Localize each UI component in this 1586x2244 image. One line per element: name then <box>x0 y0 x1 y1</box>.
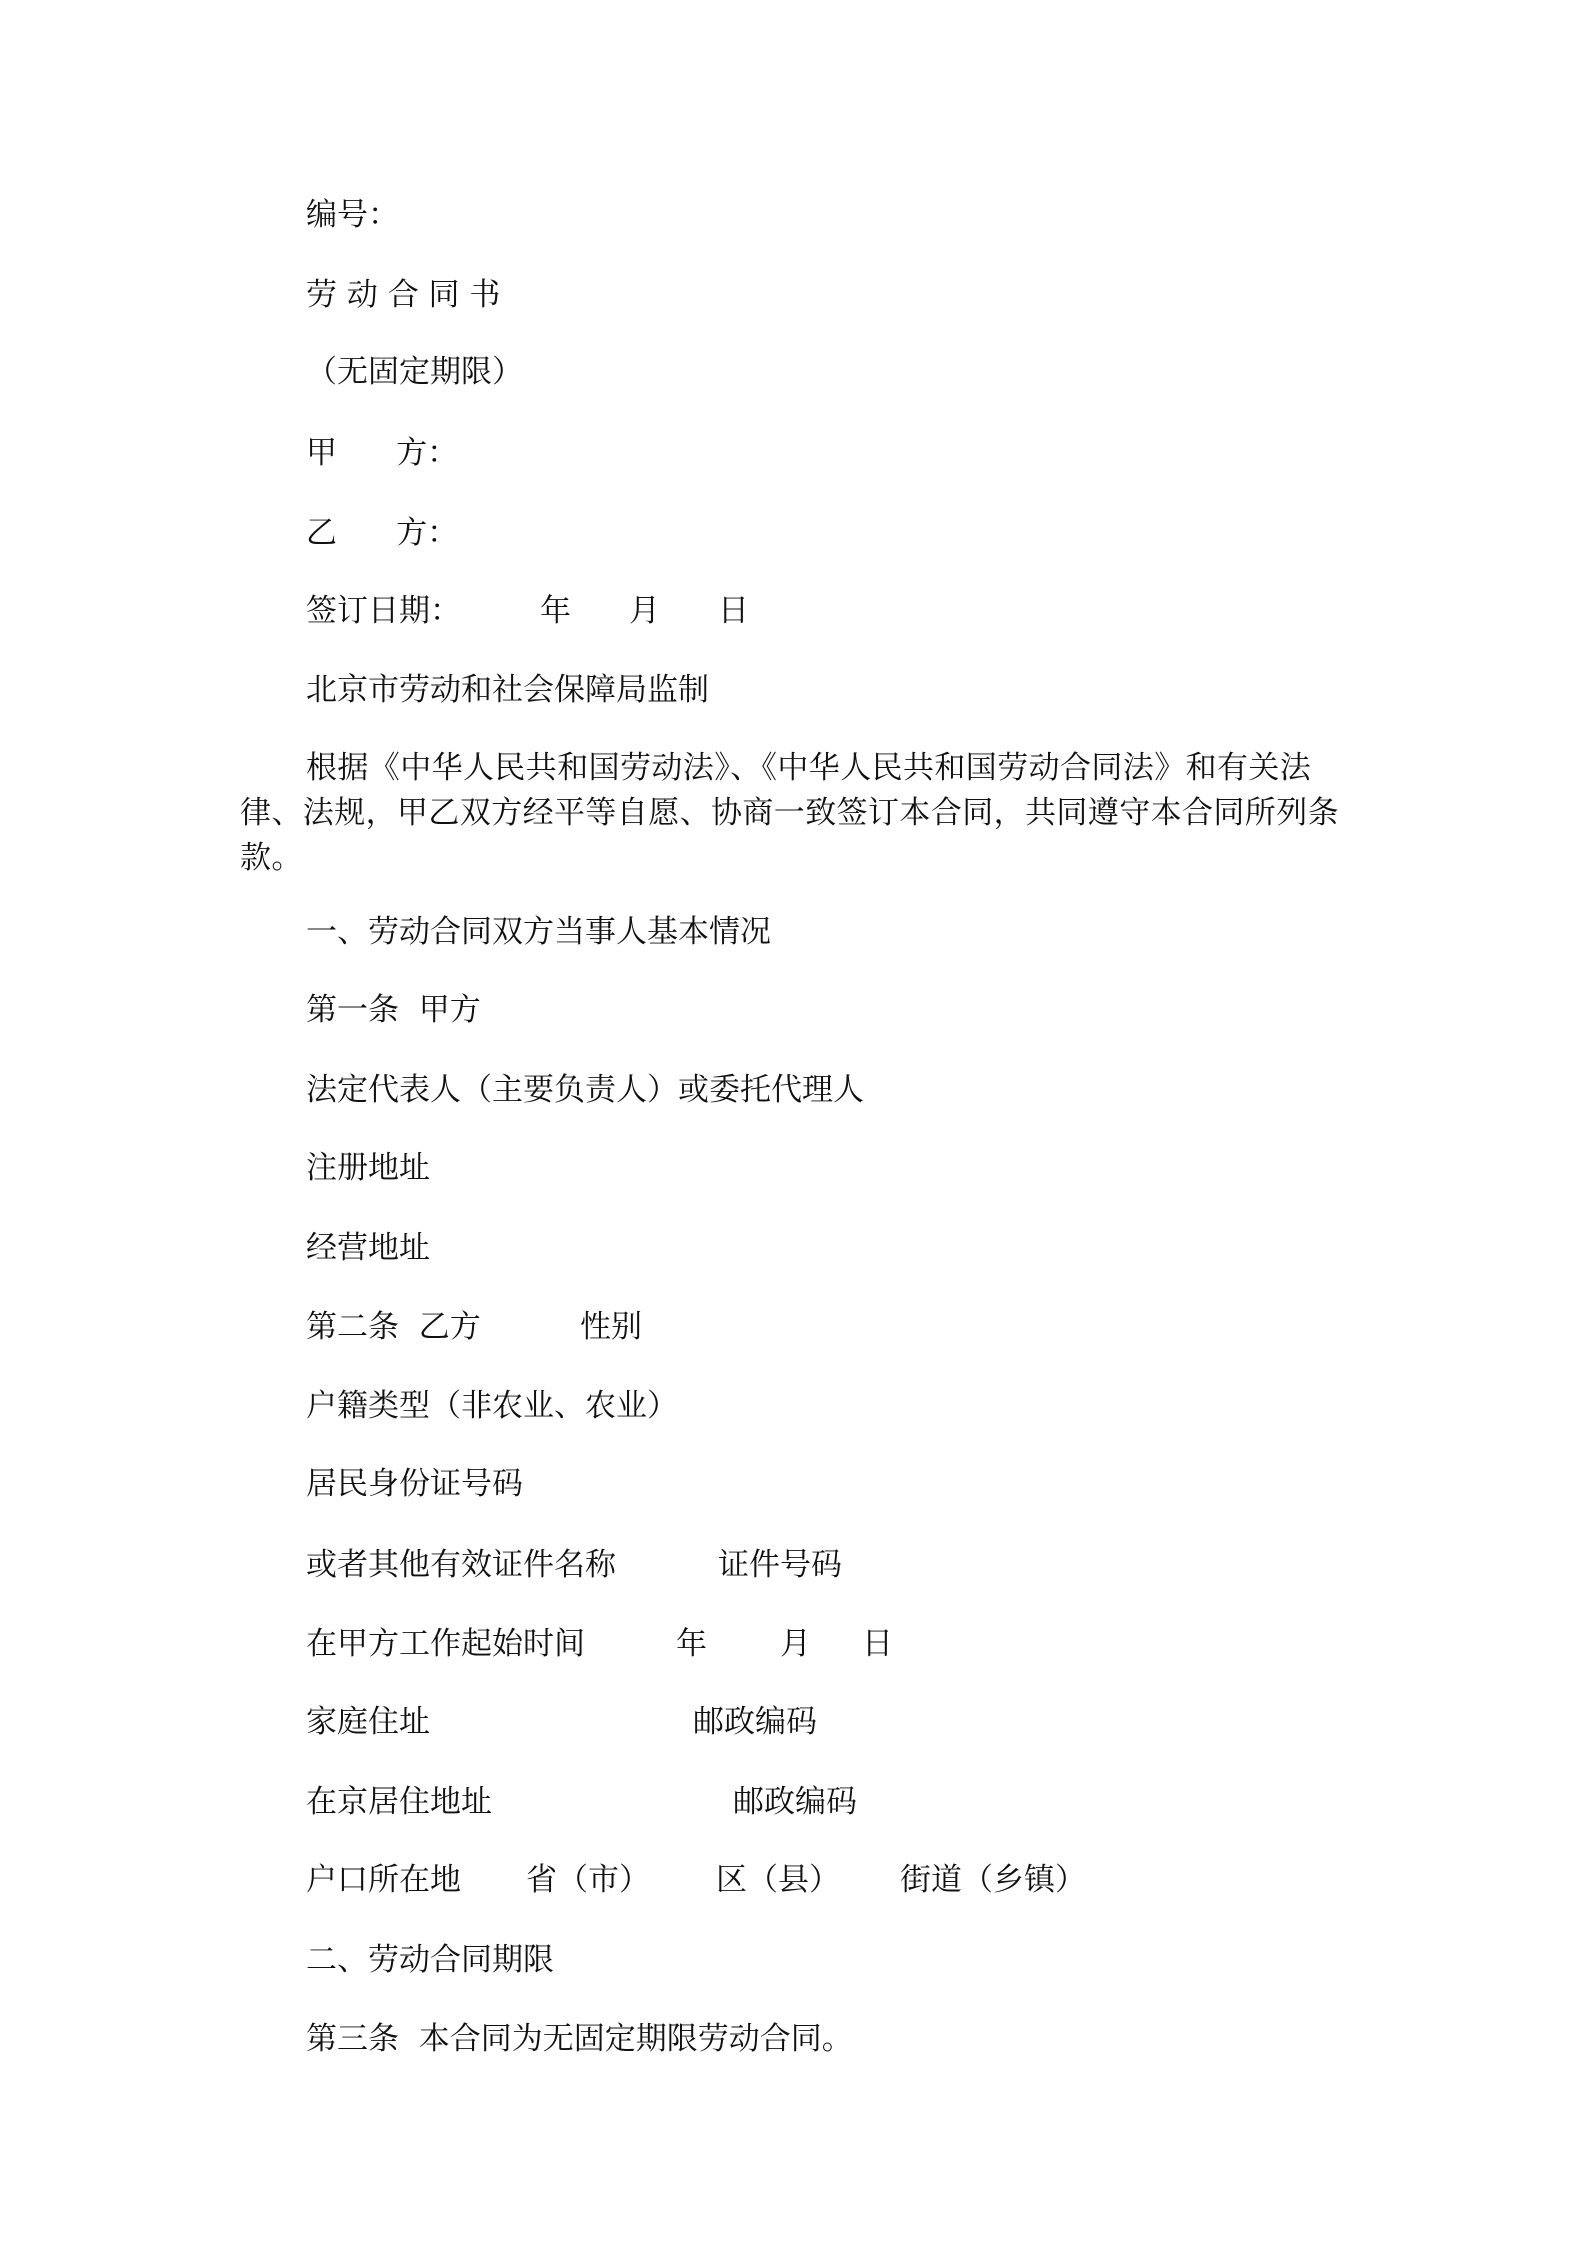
section-1-heading: 一、劳动合同双方当事人基本情况 <box>306 914 771 950</box>
party-b-label: 乙 方： <box>306 515 459 551</box>
document-title: 劳 动 合 同 书 <box>306 277 501 313</box>
article-2-label: 第二条 乙方 <box>306 1309 481 1345</box>
id-number-label: 居民身份证号码 <box>306 1466 523 1502</box>
contract-number-label: 编号： <box>306 197 399 233</box>
sign-date-day: 日 <box>718 593 749 629</box>
party-a-label: 甲 方： <box>306 435 459 471</box>
home-postcode-label: 邮政编码 <box>693 1704 817 1740</box>
gender-label: 性别 <box>580 1309 642 1345</box>
preamble-paragraph: 根据《中华人民共和国劳动法》、《中华人民共和国劳动合同法》和有关法律、法规，甲乙双方经平等自愿、协商一致签订本合同，共同遵守本合同所列条款。 <box>240 750 1339 876</box>
start-time-year: 年 <box>676 1626 707 1662</box>
article-1-label: 第一条 甲方 <box>306 992 481 1028</box>
hukou-district-label: 区（县） <box>716 1862 840 1898</box>
sign-date-month: 月 <box>629 593 660 629</box>
registered-address-label: 注册地址 <box>306 1150 430 1186</box>
start-time-label: 在甲方工作起始时间 <box>306 1626 585 1662</box>
article-3-text: 第三条 本合同为无固定期限劳动合同。 <box>306 2021 853 2057</box>
sign-date-label: 签订日期： <box>306 593 461 629</box>
business-address-label: 经营地址 <box>306 1230 430 1266</box>
other-id-name-label: 或者其他有效证件名称 <box>306 1547 616 1583</box>
beijing-address-label: 在京居住地址 <box>306 1784 492 1820</box>
start-time-day: 日 <box>862 1626 893 1662</box>
sign-date-year: 年 <box>540 593 571 629</box>
beijing-postcode-label: 邮政编码 <box>733 1784 857 1820</box>
document-subtitle: （无固定期限） <box>306 354 523 390</box>
hukou-type-label: 户籍类型（非农业、农业） <box>306 1388 678 1424</box>
start-time-month: 月 <box>780 1626 811 1662</box>
other-id-number-label: 证件号码 <box>718 1547 842 1583</box>
issuer-line: 北京市劳动和社会保障局监制 <box>306 672 709 708</box>
hukou-location-label: 户口所在地 <box>306 1862 461 1898</box>
section-2-heading: 二、劳动合同期限 <box>306 1942 554 1978</box>
hukou-province-label: 省（市） <box>526 1862 650 1898</box>
home-address-label: 家庭住址 <box>306 1704 430 1740</box>
hukou-street-label: 街道（乡镇） <box>900 1862 1086 1898</box>
legal-representative-label: 法定代表人（主要负责人）或委托代理人 <box>306 1072 864 1108</box>
